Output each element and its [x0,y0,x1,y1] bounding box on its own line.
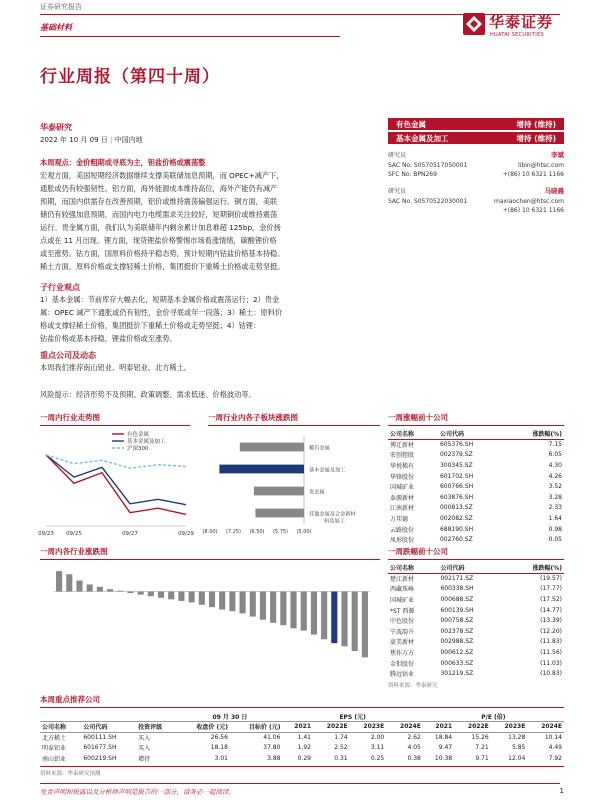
bar-1 [240,443,304,452]
analyst-phone: +(86) 10 6321 1166 [502,207,564,214]
group-pe-header: P/E (倍) [423,711,564,722]
table-cell: 688190.SH [439,525,474,533]
table-cell: 603876.SH [439,493,474,501]
column-17 [219,592,225,610]
losers-source: 资料来源：华泰研究 [388,682,438,689]
table-row [388,450,564,461]
table-cell: 000633.SZ [440,659,474,667]
table-cell: 泰源新材 [390,494,415,502]
table-cell: 002988.SZ [440,638,474,646]
table-cell: 002171.SZ [440,575,474,583]
bar-category-label-cont: 料及加工 [324,518,345,525]
col-header: 目标价 (元) [230,722,283,733]
table-cell: 国城矿业 [390,484,415,492]
legend-label: 基本金属及加工 [127,439,166,445]
gainers-title: 一周涨幅前十公司 [388,412,564,426]
table-row [388,594,564,605]
column-3 [76,581,82,592]
legend-label: 有色金属 [127,432,150,438]
analyst-sac: SAC No. S0570517050001 [388,162,468,169]
bar-category-label: 其他金属及合金新材 [309,511,356,518]
bar-category-label: 贵金属 [309,489,325,496]
table-cell: 13.28 [508,734,526,741]
table-cell: 2.52 [334,744,348,752]
table-cell: 增持 [138,755,151,763]
column-12 [168,592,174,600]
table-cell: 3.52 [548,483,562,491]
sub-views-line: 属：OPEC 减产下通胀或仍有韧性，金价寻底或年一段落；3）稀土：原料价 [40,308,283,317]
table-cell: 9.71 [475,754,489,762]
table-cell: 601702.SH [439,472,474,480]
col-header: 投资评级 [136,722,177,733]
rating-sector: 基本金属及加工 [396,133,449,143]
table-cell: 华悦稀有 [390,462,415,470]
column-5 [97,587,103,592]
col-header: 公司名称 [388,428,438,439]
table-cell: 凤形股份 [390,537,415,545]
table-cell: 1.41 [297,734,311,741]
table-cell: 3.28 [548,493,562,501]
table-cell: 605376.SH [439,441,474,449]
table-cell: 41.06 [263,734,281,741]
table-cell: 10.38 [434,754,453,762]
column-29 [341,592,347,647]
x-tick-label: (7.25) [225,529,242,535]
table-row [388,460,564,471]
bar-2 [219,465,304,474]
logo-text-en: HUATAI SECURITIES [490,32,544,38]
column-19 [240,592,246,614]
report-category: 证券研究报告 [40,3,82,11]
analyst-block [388,150,564,178]
table-cell: 600219.SH [83,754,117,762]
table-cell: 26.56 [210,734,228,741]
bar-4 [255,509,304,518]
company-heading: 重点公司及动态 [40,351,96,360]
x-tick-label: (5.75) [272,529,289,535]
table-row [388,503,564,514]
table-cell: 0.29 [297,754,311,762]
footer-disclaimer: 免责声明和披露以及分析师声明是报告的一部分，请务必一起阅读。 [40,788,235,796]
summary-line: 储仍有较强加息预期，而国内电力电缆需求关注较好，短期铜价或维持震荡 [40,210,278,219]
table-cell: 2.62 [407,734,421,741]
analyst-phone: +(86) 10 6321 1166 [502,171,564,178]
rating-row [388,132,564,144]
table-cell: 北方稀土 [42,735,67,742]
report-region: 中国内地 [114,136,143,144]
col-header: 2021 [282,722,313,733]
gainers-panel [388,412,564,545]
series-line-2 [46,455,186,505]
gainers-table [388,428,564,545]
table-cell: 600111.SH [83,734,117,741]
sub-sector-bar-chart [202,428,380,540]
table-row [388,637,564,648]
rating-panel [388,118,564,214]
table-cell: 3.11 [370,744,385,752]
column-18 [229,592,235,612]
x-tick-label: 09/25 [66,531,82,537]
analyst-name: 李斌 [551,151,564,159]
summary-line: 通胀或仍有较强韧性。铝方面，海外能源成本维持高位，海外产能仍有减产 [40,184,278,193]
x-tick-label: 09/23 [38,531,54,537]
table-cell: 300345.SZ [439,461,473,469]
recommend-title: 本周重点推荐公司 [40,694,564,708]
risk-note: 风险提示：经济形势不及预期、政策调整、需求低迷、价格波动等。 [40,390,256,399]
table-cell: 0.31 [334,754,348,762]
summary-section [40,156,380,273]
table-cell: 4.30 [548,461,562,469]
table-cell: 明泰铝业 [42,745,67,753]
table-cell: 江南新材 [390,505,415,513]
column-24 [290,592,296,629]
rating-row [388,118,564,130]
x-tick-label: (6.50) [249,529,265,535]
table-row [40,743,564,754]
column-10 [148,592,154,597]
table-cell: (11.03) [540,659,562,667]
column-7 [117,591,123,592]
summary-line: 预期，而国内供需存在改善预期，铝价或维持震荡偏强运行。铜方面，美联 [40,197,278,206]
table-cell: (11.56) [540,648,562,656]
bar-category-label: 基本金属及加工 [309,467,346,474]
column-27 [321,592,327,640]
table-cell: (13.39) [540,617,562,625]
recommend-source: 资料来源：华泰研究预测 [40,766,564,777]
table-cell: (17.77) [540,585,562,593]
col-header: 收盘价 (元) [177,722,230,733]
table-row [388,492,564,503]
table-cell: 宁波韵升 [390,628,415,636]
group-eps-header: EPS (元) [282,711,422,722]
rating-sector: 有色金属 [396,119,426,129]
sub-views-heading: 子行业观点 [40,283,80,292]
table-cell: 博迁新材 [390,442,415,450]
line-chart-title: 一周内行业走势图 [40,412,190,426]
table-cell: 18.84 [434,734,453,741]
sub-views-line: 钴盐价格或基本持稳，锂盐价格或至涨势。 [40,334,177,343]
x-tick-label: (8.00) [202,529,218,535]
losers-panel [388,546,564,689]
sector-rule [40,36,340,37]
col-header: 2022E [454,722,491,733]
col-header: 涨跌幅(%) [504,428,564,439]
table-cell: 4.49 [548,744,562,752]
group-price-header: 09 月 30 日 [177,711,282,722]
table-cell: 腾远钴业 [390,671,415,679]
table-cell: 2.33 [548,504,562,512]
brand-logo [463,10,573,44]
table-row [388,584,564,595]
column-22 [270,592,276,623]
x-tick-label: 09/29 [178,531,194,537]
table-cell: 9.47 [438,744,453,752]
table-cell: (14.77) [540,606,562,614]
losers-title: 一周跌幅前十公司 [388,546,564,560]
column-11 [158,592,164,598]
table-cell: *ST 西源 [390,607,415,615]
table-cell: 云路股份 [390,526,415,534]
table-row [388,513,564,524]
table-cell: 2.00 [370,734,385,741]
company-line: 本周我们推荐南山铝业、明泰铝业、北方稀土。 [40,363,191,372]
column-13 [178,592,184,601]
table-cell: 1.64 [548,514,562,522]
table-cell: 15.26 [471,734,489,741]
table-cell: (10.83) [540,670,562,678]
table-cell: 7.92 [548,754,562,762]
page-number: 1 [559,787,564,795]
table-cell: 中色股份 [390,618,415,626]
report-date: 2022 年 10 月 09 日 [40,136,108,144]
table-cell: 600338.SH [440,585,474,593]
table-row [388,615,564,626]
logo-mark-icon [463,13,485,35]
analyst-email[interactable]: libin@htsc.com [518,162,564,169]
rating-value: 增持 [516,133,532,143]
summary-line: 或至涨势。钴方面，国原料价格持平稳态势，预计短期内钴盐价格基本持稳。 [40,249,285,258]
column-23 [280,592,286,626]
table-cell: 10.14 [544,734,562,741]
col-header: 公司名称 [388,562,438,573]
table-cell: 002378.SZ [440,627,474,635]
table-cell: (12.20) [540,627,562,635]
col-header: 2021 [423,722,454,733]
analyst-sfc: SFC No. BPN269 [388,171,437,178]
table-cell: 37.80 [263,744,281,752]
table-cell: 18.18 [210,744,228,752]
table-cell: 000813.SZ [439,504,473,512]
table-cell: 002082.SZ [439,514,473,522]
column-31 [362,592,368,658]
line-chart [38,428,194,540]
column-21 [260,592,266,620]
org-label: 华泰研究 [40,123,72,132]
table-cell: 12.04 [508,754,526,762]
table-cell: 买入 [138,735,151,742]
table-cell: 002379.SZ [439,451,473,459]
table-cell: 1.92 [297,744,311,752]
bar-chart-panel [202,412,380,540]
table-cell: 000688.SZ [440,595,474,603]
table-cell: 1.74 [334,734,348,741]
analyst-name: 马晓晨 [544,187,564,195]
x-tick-label: (5.00) [296,529,312,535]
table-cell: 宏创控股 [390,452,415,460]
sub-views-section [40,282,380,345]
bar-chart-title: 一周行业内各子板块涨跌图 [208,412,380,426]
col-header: 公司代码 [438,428,504,439]
company-section [40,350,380,374]
summary-line: 点或在 11 月出现。锂方面，现货锂盐价格警惕市场看涨情绪，碳酸锂价格 [40,236,277,245]
column-14 [189,592,195,603]
table-cell: 0.38 [407,754,421,762]
table-row [388,471,564,482]
column-6 [107,589,113,591]
table-row [388,573,564,584]
col-header: 公司代码 [438,562,504,573]
table-cell: 6.05 [548,451,562,459]
table-cell: 5.85 [511,744,526,752]
table-row [388,626,564,637]
table-cell: (17.52) [540,595,562,603]
col-header: 2023E [491,722,528,733]
table-cell: 7.21 [475,744,489,752]
table-cell: 000612.SZ [440,648,474,656]
table-cell: 焦作万方 [390,649,415,657]
table-cell: 301219.SZ [440,670,474,678]
table-cell: 买入 [138,745,151,753]
line-chart-panel [38,412,194,540]
table-row [388,534,564,545]
col-header: 涨跌幅(%) [504,562,564,573]
x-tick-label: 09/27 [122,531,138,537]
table-cell: 3.01 [214,754,228,762]
report-date-line: 2022 年 10 月 09 日 | 中国内地 [40,136,143,144]
col-header: 2024E [527,722,564,733]
table-cell: 国城矿业 [390,596,415,604]
analyst-sac: SAC No. S0570522030001 [388,198,468,205]
table-cell: 600766.SH [439,483,474,491]
table-cell: 000758.SZ [440,617,474,625]
recommend-table [40,711,564,764]
rating-keep: (维持) [534,119,556,129]
table-cell: 华锋股份 [390,473,415,481]
col-header: 2024E [386,722,423,733]
table-cell: 002760.SZ [439,536,473,544]
table-cell: 600139.SH [440,606,474,614]
logo-text-cn: 华泰证券 [489,13,554,31]
bar-category-label: 稀有金属 [309,445,330,452]
column-30 [352,592,358,652]
column-4 [87,584,93,591]
legend-label: 沪深300 [127,446,149,452]
column-25 [301,592,307,631]
table-row [388,658,564,669]
column-26 [311,592,317,635]
table-cell: 楚江新材 [390,576,415,584]
table-cell: (19.57) [540,575,562,583]
column-1 [56,571,62,591]
summary-line: 运行。贵金属方面，我们认为美联储年内剩余累计加息难超 125bp，金价扬 [40,223,281,232]
table-cell: 金钼股份 [390,660,415,668]
table-row [388,605,564,616]
table-cell: 西藏珠峰 [390,586,415,594]
analyst-role: 研究员 [388,188,407,195]
table-cell: 0.98 [548,525,562,533]
losers-table [388,562,564,679]
sub-views-line: 1）基本金属：节前库存大幅去化，短期基本金属价格或震荡运行；2）贵金 [40,295,280,304]
recommend-panel [40,694,564,777]
column-2 [66,574,72,591]
column-20 [250,592,256,617]
summary-line: 稀土方面，原料价格或支撑轻稀土价格，集团挺价下重稀土价格或走势坚挺。 [40,262,285,271]
column-8 [127,592,133,594]
table-row [40,753,564,764]
table-cell: 0.25 [370,754,385,762]
col-header: 公司名称 [40,722,81,733]
sector-label: 基础材料 [40,23,72,32]
footer-rule [40,783,560,784]
table-row [388,481,564,492]
industry-column-chart [40,562,380,668]
table-cell: 0.05 [548,536,562,544]
col-header: 2022E [313,722,350,733]
table-cell: 7.15 [548,441,562,449]
table-row [388,524,564,535]
column-28 [331,592,337,644]
col-header: 公司代码 [81,722,136,733]
page-title: 行业周报（第四十周） [40,67,220,87]
column-chart-title: 一周内各行业涨跌图 [40,546,380,560]
table-cell: 豪美新材 [390,639,415,647]
column-15 [199,592,205,605]
table-cell: 3.88 [267,754,281,762]
table-row [388,439,564,450]
rating-keep: (维持) [534,133,556,143]
analyst-block [388,186,564,214]
table-cell: 南山铝业 [42,755,67,763]
table-cell: 4.05 [407,744,421,752]
bar-3 [254,487,304,496]
table-row [388,668,564,679]
column-chart-panel [40,546,380,668]
column-9 [138,592,144,595]
table-cell: 万邦德 [390,515,409,523]
rating-value: 增持 [516,119,532,129]
sub-views-line: 格或支撑轻稀土价格，集团挺价下重稀土价格或走势坚挺；4）钴锂： [40,321,261,330]
col-header: 2023E [350,722,387,733]
summary-heading: 本周观点：金价粗期或寻底为主，钽盐价格或震荡整 [40,158,206,167]
series-line-3 [46,455,186,468]
column-16 [209,592,215,608]
analyst-email[interactable]: maxiaochen@htsc.com [494,198,564,205]
analyst-role: 研究员 [388,152,407,159]
table-cell: (11.83) [540,638,562,646]
table-cell: 4.26 [548,472,562,480]
table-row [388,647,564,658]
summary-line: 宏观方面，美国短期经济数据继续支撑美联储加息预期，而 OPEC+减产下， [40,171,284,180]
table-cell: 601677.SH [83,744,117,752]
table-row [40,732,564,743]
